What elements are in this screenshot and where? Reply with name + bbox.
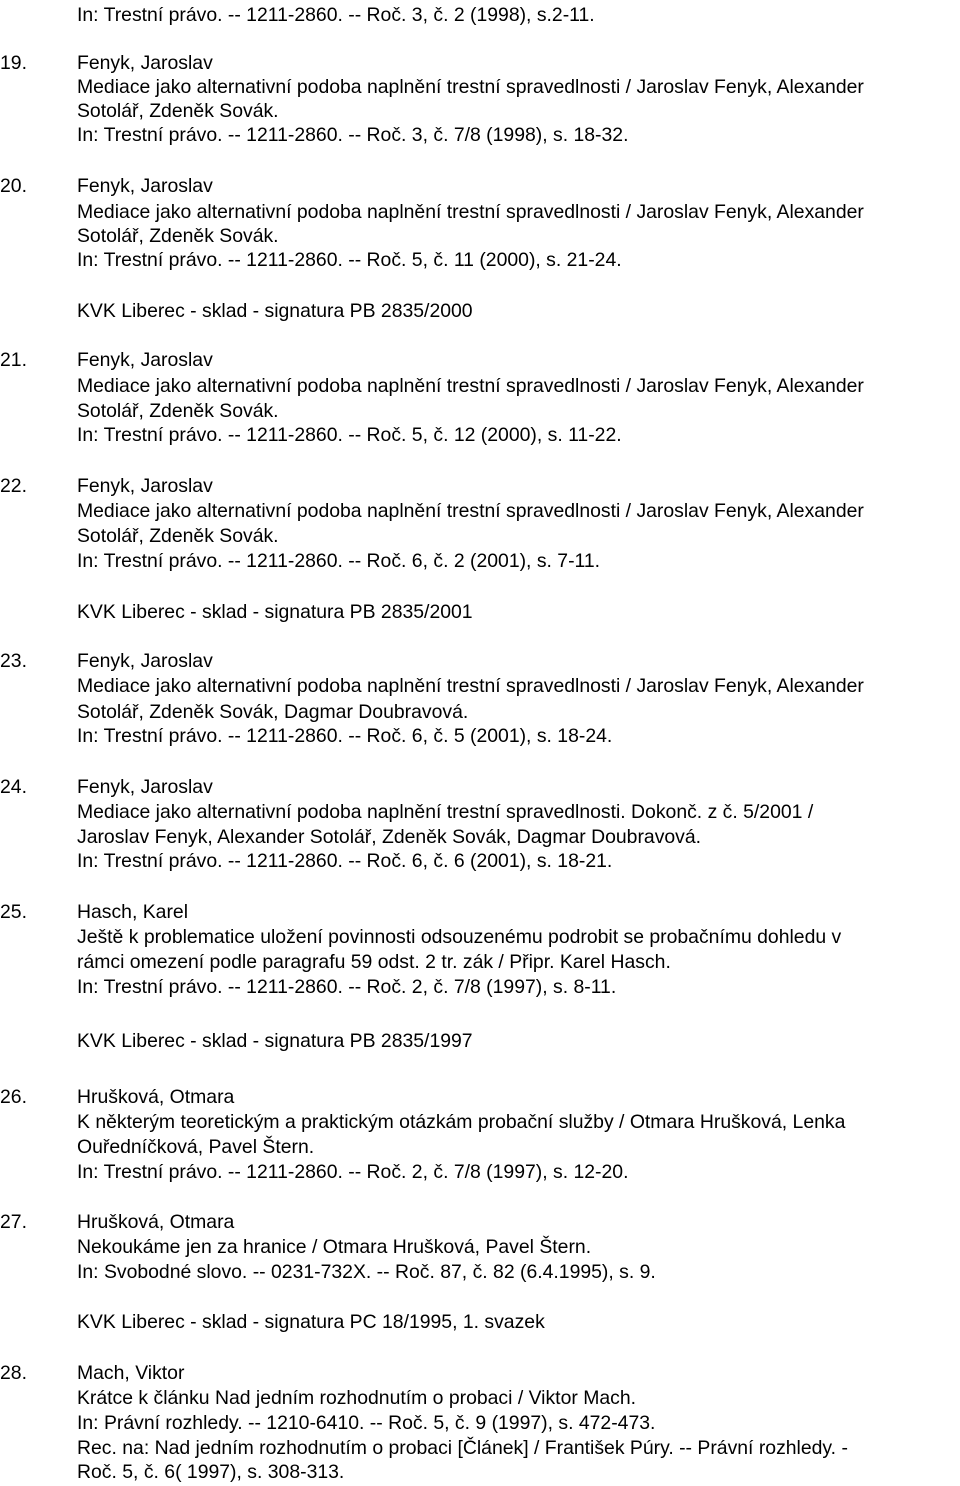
- entry-title: Mediace jako alternativní podoba naplnění trestní spravedlnosti / Jaroslav Fenyk, Alexander: [77, 375, 864, 397]
- entry-source: In: Trestní právo. -- 1211-2860. -- Roč. 6, č. 5 (2001), s. 18-24.: [77, 725, 613, 747]
- entry-number: 25.: [0, 901, 27, 923]
- entry-title: Mediace jako alternativní podoba naplnění trestní spravedlnosti. Dokonč. z č. 5/2001 /: [77, 801, 814, 823]
- entry-title-cont: Sotolář, Zdeněk Sovák, Dagmar Doubravová.: [77, 701, 469, 723]
- entry-source: In: Trestní právo. -- 1211-2860. -- Roč. 2, č. 7/8 (1997), s. 12-20.: [77, 1161, 629, 1183]
- entry-title-cont: Jaroslav Fenyk, Alexander Sotolář, Zdeněk Sovák, Dagmar Doubravová.: [77, 826, 702, 848]
- entry-source: In: Svobodné slovo. -- 0231-732X. -- Roč. 87, č. 82 (6.4.1995), s. 9.: [77, 1261, 656, 1283]
- entry-number: 26.: [0, 1086, 27, 1108]
- entry-18-source: In: Trestní právo. -- 1211-2860. -- Roč. 3, č. 2 (1998), s.2-11.: [77, 4, 595, 26]
- entry-title-cont: Ouředníčková, Pavel Štern.: [77, 1136, 315, 1158]
- entry-source: In: Trestní právo. -- 1211-2860. -- Roč. 3, č. 7/8 (1998), s. 18-32.: [77, 124, 629, 146]
- entry-number: 20.: [0, 175, 27, 197]
- entry-location: KVK Liberec - sklad - signatura PB 2835/2001: [77, 601, 473, 623]
- entry-title: Mediace jako alternativní podoba naplnění trestní spravedlnosti / Jaroslav Fenyk, Alexander: [77, 76, 864, 98]
- entry-title: Krátce k článku Nad jedním rozhodnutím o probaci / Viktor Mach.: [77, 1387, 637, 1409]
- entry-title: Mediace jako alternativní podoba naplnění trestní spravedlnosti / Jaroslav Fenyk, Alexander: [77, 500, 864, 522]
- entry-title: Mediace jako alternativní podoba naplnění trestní spravedlnosti / Jaroslav Fenyk, Alexander: [77, 675, 864, 697]
- entry-review: Rec. na: Nad jedním rozhodnutím o probaci [Článek] / František Púry. -- Právní rozhledy. -: [77, 1437, 848, 1459]
- entry-location: KVK Liberec - sklad - signatura PC 18/1995, 1. svazek: [77, 1311, 545, 1333]
- entry-location: KVK Liberec - sklad - signatura PB 2835/2000: [77, 300, 473, 322]
- entry-author: Fenyk, Jaroslav: [77, 776, 213, 798]
- entry-source: In: Právní rozhledy. -- 1210-6410. -- Roč. 5, č. 9 (1997), s. 472-473.: [77, 1412, 656, 1434]
- entry-author: Fenyk, Jaroslav: [77, 650, 213, 672]
- entry-author: Hrušková, Otmara: [77, 1086, 235, 1108]
- entry-source: In: Trestní právo. -- 1211-2860. -- Roč. 6, č. 2 (2001), s. 7-11.: [77, 550, 601, 572]
- entry-title-cont: Sotolář, Zdeněk Sovák.: [77, 525, 279, 547]
- entry-title: Mediace jako alternativní podoba naplnění trestní spravedlnosti / Jaroslav Fenyk, Alexander: [77, 201, 864, 223]
- entry-number: 28.: [0, 1362, 27, 1384]
- entry-number: 21.: [0, 349, 27, 371]
- entry-review-cont: Roč. 5, č. 6( 1997), s. 308-313.: [77, 1461, 345, 1483]
- entry-author: Hasch, Karel: [77, 901, 189, 923]
- entry-author: Mach, Viktor: [77, 1362, 185, 1384]
- entry-title-cont: Sotolář, Zdeněk Sovák.: [77, 400, 279, 422]
- entry-source: In: Trestní právo. -- 1211-2860. -- Roč. 5, č. 12 (2000), s. 11-22.: [77, 424, 622, 446]
- entry-number: 23.: [0, 650, 27, 672]
- entry-location: KVK Liberec - sklad - signatura PB 2835/1997: [77, 1030, 473, 1052]
- entry-author: Fenyk, Jaroslav: [77, 475, 213, 497]
- entry-number: 24.: [0, 776, 27, 798]
- entry-title: Nekoukáme jen za hranice / Otmara Hrušková, Pavel Štern.: [77, 1236, 592, 1258]
- entry-author: Fenyk, Jaroslav: [77, 52, 213, 74]
- entry-number: 19.: [0, 52, 27, 74]
- entry-number: 22.: [0, 475, 27, 497]
- entry-author: Fenyk, Jaroslav: [77, 175, 213, 197]
- entry-title: K některým teoretickým a praktickým otázkám probační služby / Otmara Hrušková, Lenka: [77, 1111, 846, 1133]
- entry-title-cont: Sotolář, Zdeněk Sovák.: [77, 225, 279, 247]
- entry-title: Ještě k problematice uložení povinnosti odsouzenému podrobit se probačnímu dohledu v: [77, 926, 842, 948]
- entry-source: In: Trestní právo. -- 1211-2860. -- Roč. 6, č. 6 (2001), s. 18-21.: [77, 850, 613, 872]
- entry-number: 27.: [0, 1211, 27, 1233]
- entry-source: In: Trestní právo. -- 1211-2860. -- Roč. 5, č. 11 (2000), s. 21-24.: [77, 249, 622, 271]
- entry-title-cont: rámci omezení podle paragrafu 59 odst. 2 tr. zák / Připr. Karel Hasch.: [77, 951, 671, 973]
- entry-author: Fenyk, Jaroslav: [77, 349, 213, 371]
- entry-author: Hrušková, Otmara: [77, 1211, 235, 1233]
- entry-title-cont: Sotolář, Zdeněk Sovák.: [77, 100, 279, 122]
- entry-source: In: Trestní právo. -- 1211-2860. -- Roč. 2, č. 7/8 (1997), s. 8-11.: [77, 976, 617, 998]
